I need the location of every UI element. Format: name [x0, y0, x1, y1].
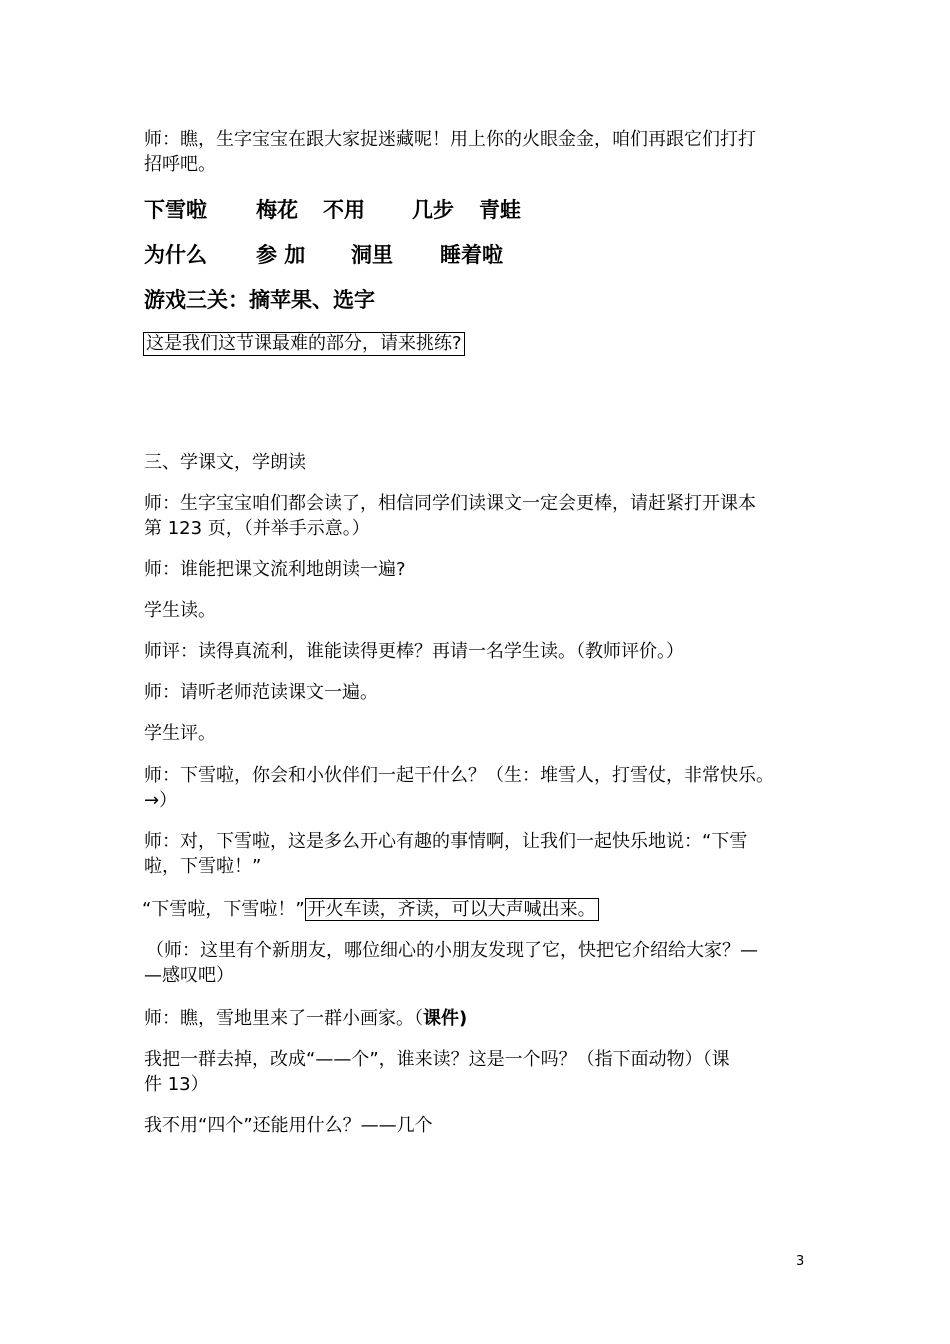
paragraph-4: 师评：读得真流利，谁能读得更棒？再请一名学生读。（教师评价。）: [144, 641, 684, 662]
intro-line-2: 招呼吧。: [144, 154, 216, 175]
word-item: 不用: [323, 198, 365, 222]
word-item: 洞里: [351, 243, 393, 267]
section-title: 三、学课文，学朗读: [144, 452, 306, 473]
paragraph-3: 学生读。: [144, 600, 216, 621]
game-heading: 游戏三关：摘苹果、选字: [144, 288, 375, 312]
paragraph-6: 学生评。: [144, 723, 216, 744]
paragraph-2: 师：谁能把课文流利地朗读一遍?: [144, 559, 406, 580]
page-number: 3: [796, 1254, 805, 1269]
word-item: 几步: [412, 198, 454, 222]
paragraph-5: 师：请听老师范读课文一遍。: [144, 682, 378, 703]
paragraph-10-line-1: （师：这里有个新朋友，哪位细心的小朋友发现了它，快把它介绍给大家？—: [146, 940, 758, 961]
paragraph-12-line-1: 我把一群去掉，改成“——个”，谁来读？这是一个吗？（指下面动物）（课: [144, 1049, 730, 1070]
boxed-note-line: [143, 332, 807, 356]
word-item: 为什么: [144, 243, 207, 267]
paragraph-13: 我不用“四个”还能用什么？——几个: [144, 1115, 433, 1136]
paragraph-7-line-1: 师：下雪啦，你会和小伙伴们一起干什么？（生：堆雪人，打雪仗，非常快乐。: [144, 765, 774, 786]
word-item: 参 加: [256, 243, 306, 267]
paragraph-11-bold: 课件): [423, 1008, 468, 1029]
paragraph-8-line-2: 啦，下雪啦！”: [144, 856, 262, 877]
word-item: 睡着啦: [440, 243, 503, 267]
paragraph-1-line-2: 第 123 页，（并举手示意。）: [144, 518, 370, 539]
paragraph-9: [142, 898, 806, 922]
paragraph-10-line-2: —感叹吧）: [144, 965, 234, 986]
boxed-note: 这是我们这节课最难的部分，请来挑练?: [143, 332, 465, 356]
paragraph-12-line-2: 件 13）: [144, 1074, 209, 1095]
paragraph-1-line-1: 师：生字宝宝咱们都会读了，相信同学们读课文一定会更棒，请赶紧打开课本: [144, 493, 756, 514]
paragraph-11: [144, 1007, 808, 1031]
intro-line-1: 师：瞧，生字宝宝在跟大家捉迷藏呢！用上你的火眼金金，咱们再跟它们打打: [144, 129, 756, 150]
paragraph-9-text: “下雪啦，下雪啦！”: [142, 899, 305, 920]
paragraph-11-text: 师：瞧，雪地里来了一群小画家。（: [144, 1008, 423, 1029]
word-row-2: [144, 241, 808, 269]
word-item: 青蛙: [479, 198, 521, 222]
paragraph-7-line-2: →）: [144, 790, 178, 811]
word-row-1: [144, 196, 808, 224]
word-item: 下雪啦: [144, 198, 207, 222]
paragraph-9-boxed-note: 开火车读，齐读，可以大声喊出来。: [305, 898, 599, 921]
word-item: 梅花: [256, 198, 298, 222]
paragraph-8-line-1: 师：对，下雪啦，这是多么开心有趣的事情啊，让我们一起快乐地说：“下雪: [144, 831, 748, 852]
